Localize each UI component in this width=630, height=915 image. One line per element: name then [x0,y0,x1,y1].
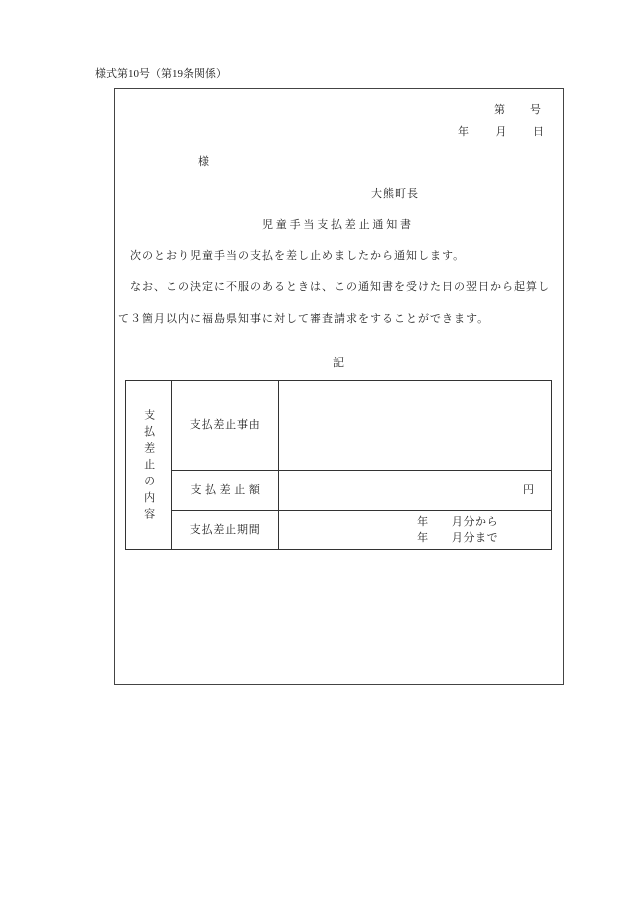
table-row-period [126,511,552,550]
table-row-reason [126,381,552,471]
body-paragraph-1: 次のとおり児童手当の支払を差し止めましたから通知します。 [118,250,466,262]
period-value-cell [279,511,552,550]
group-label-cell [126,381,172,550]
issuer-name: 大熊町長 [371,188,419,200]
ki-heading: 記 [333,357,344,369]
reason-label: 支払差止事由 [172,381,279,471]
table-row-amount [126,471,552,511]
form-number: 様式第10号（第19条関係） [95,68,227,80]
amount-unit: 円 [279,471,552,511]
amount-label-cell [172,471,279,511]
document-number-line: 第 号 [494,104,542,116]
body-paragraph-2-line-1: なお、この決定に不服のあるときは、この通知書を受けた日の翌日から起算し [118,281,550,293]
period-from: 年 月分から [417,516,499,528]
amount-label: 支払差止額 [190,484,264,496]
period-label: 支払差止期間 [172,511,279,550]
group-label: 支払差止の内容 [142,408,155,525]
addressee-suffix: 様 [198,156,209,168]
document-date-line: 年 月 日 [458,126,546,138]
period-to: 年 月分まで [417,532,499,544]
body-paragraph-2-line-2: て３箇月以内に福島県知事に対して審査請求をすることができます。 [118,313,490,325]
suspension-details-table [125,380,552,550]
document-title: 児童手当支払差止通知書 [262,219,414,231]
reason-value [279,381,552,471]
